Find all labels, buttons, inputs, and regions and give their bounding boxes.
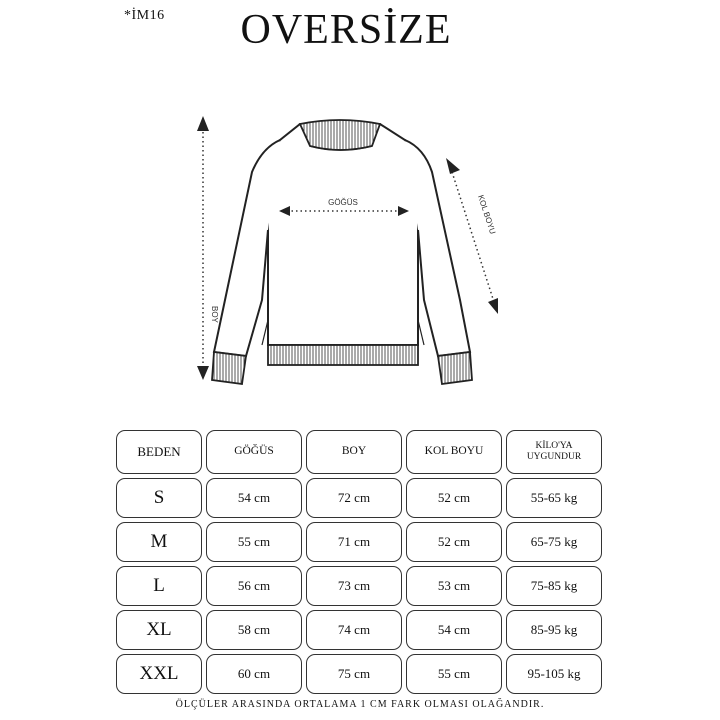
chest-label: GÖĞÜS xyxy=(328,198,358,207)
header-weight-line2: UYGUNDUR xyxy=(526,452,582,462)
sleeve-label: KOL BOYU xyxy=(476,193,498,236)
collar-rib xyxy=(300,120,380,150)
header-chest: GÖĞÜS xyxy=(206,430,302,474)
weight-cell: 55-65 kg xyxy=(506,478,602,518)
sleeve-cell: 54 cm xyxy=(406,610,502,650)
length-arrow-top xyxy=(197,116,209,131)
sleeve-cell: 52 cm xyxy=(406,522,502,562)
table-row xyxy=(116,522,602,562)
sleeve-arrow-top xyxy=(446,158,460,174)
weight-cell: 95-105 kg xyxy=(506,654,602,694)
left-cuff-rib xyxy=(212,352,246,384)
size-table xyxy=(116,430,602,698)
length-cell: 71 cm xyxy=(306,522,402,562)
length-cell: 74 cm xyxy=(306,610,402,650)
page-title: OVERSİZE xyxy=(240,7,452,53)
weight-cell: 75-85 kg xyxy=(506,566,602,606)
right-cuff-rib xyxy=(438,352,472,384)
table-row xyxy=(116,610,602,650)
table-row xyxy=(116,478,602,518)
chest-cell: 54 cm xyxy=(206,478,302,518)
length-cell: 72 cm xyxy=(306,478,402,518)
header-length: BOY xyxy=(306,430,402,474)
table-row xyxy=(116,654,602,694)
footnote: ÖLÇÜLER ARASINDA ORTALAMA 1 CM FARK OLMASI OLAĞANDIR. xyxy=(175,699,545,710)
chest-cell: 56 cm xyxy=(206,566,302,606)
sleeve-cell: 53 cm xyxy=(406,566,502,606)
header-weight-line1: KİLO'YA xyxy=(535,441,573,452)
length-label: BOY xyxy=(210,306,219,323)
header-size: BEDEN xyxy=(116,430,202,474)
table-header-row xyxy=(116,430,602,474)
weight-cell: 85-95 kg xyxy=(506,610,602,650)
chest-cell: 55 cm xyxy=(206,522,302,562)
chest-cell: 58 cm xyxy=(206,610,302,650)
sweatshirt-body xyxy=(268,124,418,345)
size-cell: L xyxy=(116,566,202,606)
hem-rib xyxy=(268,345,418,365)
sleeve-cell: 55 cm xyxy=(406,654,502,694)
size-cell: XL xyxy=(116,610,202,650)
size-cell: S xyxy=(116,478,202,518)
header-sleeve: KOL BOYU xyxy=(406,430,502,474)
size-cell: XXL xyxy=(116,654,202,694)
weight-cell: 65-75 kg xyxy=(506,522,602,562)
length-cell: 75 cm xyxy=(306,654,402,694)
table-row xyxy=(116,566,602,606)
sleeve-cell: 52 cm xyxy=(406,478,502,518)
sleeve-arrow-bottom xyxy=(488,298,498,314)
length-arrow-bottom xyxy=(197,366,209,380)
header-weight xyxy=(506,430,602,474)
length-cell: 73 cm xyxy=(306,566,402,606)
product-code: *İM16 xyxy=(124,8,165,23)
chest-cell: 60 cm xyxy=(206,654,302,694)
size-cell: M xyxy=(116,522,202,562)
